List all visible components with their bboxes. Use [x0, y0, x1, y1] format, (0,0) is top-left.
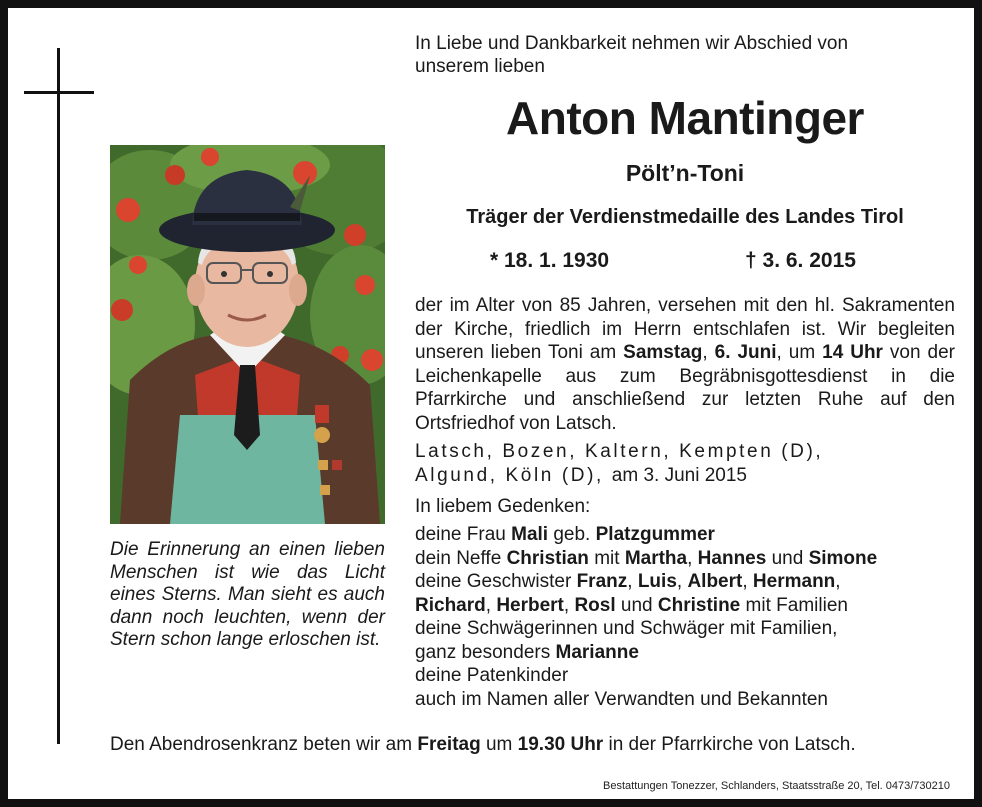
memorial-quote: Die Erinnerung an einen lieben Menschen ist wie das Licht eines Sterns. Man sieht es auch dann noch leuchten, wenn der Stern schon lange erloschen ist.	[110, 539, 385, 650]
separator: ,	[702, 342, 715, 363]
funeral-announcement	[415, 294, 955, 435]
portrait-photo	[110, 145, 385, 524]
mourners-list	[415, 523, 960, 711]
funeral-day: Samstag	[623, 342, 703, 363]
mourner-line: deine Frau Mali geb. Platzgummer	[415, 524, 715, 545]
birth-date: * 18. 1. 1930	[490, 249, 610, 272]
mourner-line: ganz besonders Marianne	[415, 641, 639, 663]
deceased-nickname: Pölt’n-Toni	[625, 160, 745, 186]
rosary-day: Freitag	[417, 734, 481, 755]
rosary-announcement: Den Abendrosenkranz beten wir am Freitag um 19.30 Uhr in der Pfarrkirche von Latsch.	[110, 734, 856, 755]
announcement-text-1: der im Alter von 85 Jahren, versehen mit den hl. Sakramenten der Kirche, friedlich im Herrn entschlafen ist. Wir begleiten unseren lieben Toni am	[415, 295, 955, 363]
funeral-time: 14 Uhr	[822, 342, 883, 363]
separator: , um	[776, 342, 823, 363]
funeral-home-footer: Bestattungen Tonezzer, Schlanders, Staatsstraße 20, Tel. 0473/730210	[603, 780, 950, 792]
mourner-line: deine Geschwister Franz, Luis, Albert, Hermann,	[415, 571, 841, 592]
intro-line-1: In Liebe und Dankbarkeit nehmen wir Abschied von	[415, 33, 849, 54]
mourner-line: dein Neffe Christian mit Martha, Hannes und Simone	[415, 547, 878, 569]
cross-icon-vertical	[57, 48, 60, 744]
places-line	[415, 440, 955, 488]
in-memory-heading: In liebem Gedenken:	[415, 496, 591, 517]
intro-line-2: unserem lieben	[415, 56, 545, 77]
places-list: Algund, Köln (D),	[415, 465, 604, 486]
mourner-line: deine Patenkinder	[415, 665, 569, 686]
deceased-name: Anton Mantinger	[506, 92, 864, 144]
deceased-honor: Träger der Verdienstmedaille des Landes Tirol	[466, 206, 904, 228]
mourner-line: Richard, Herbert, Rosl und Christine mit Familien	[415, 594, 848, 616]
mourner-line: auch im Namen aller Verwandten und Bekannten	[415, 688, 828, 710]
cross-icon-horizontal	[24, 91, 94, 94]
funeral-date: 6. Juni	[714, 342, 777, 363]
intro-text	[415, 32, 955, 78]
mourner-line: deine Schwägerinnen und Schwäger mit Familien,	[415, 618, 838, 639]
places-line-1: Latsch, Bozen, Kaltern, Kempten (D),	[415, 441, 824, 462]
places-line-2	[415, 464, 955, 488]
rosary-time: 19.30 Uhr	[517, 734, 604, 755]
announcement-text-2: von der Leichenkapelle aus zum Begräbnisgottesdienst in die Pfarrkirche und anschließend zur letzten Ruhe auf den Ortsfriedhof von Latsch.	[415, 342, 955, 434]
death-date: † 3. 6. 2015	[745, 249, 856, 272]
places-date: am 3. Juni 2015	[611, 465, 747, 486]
